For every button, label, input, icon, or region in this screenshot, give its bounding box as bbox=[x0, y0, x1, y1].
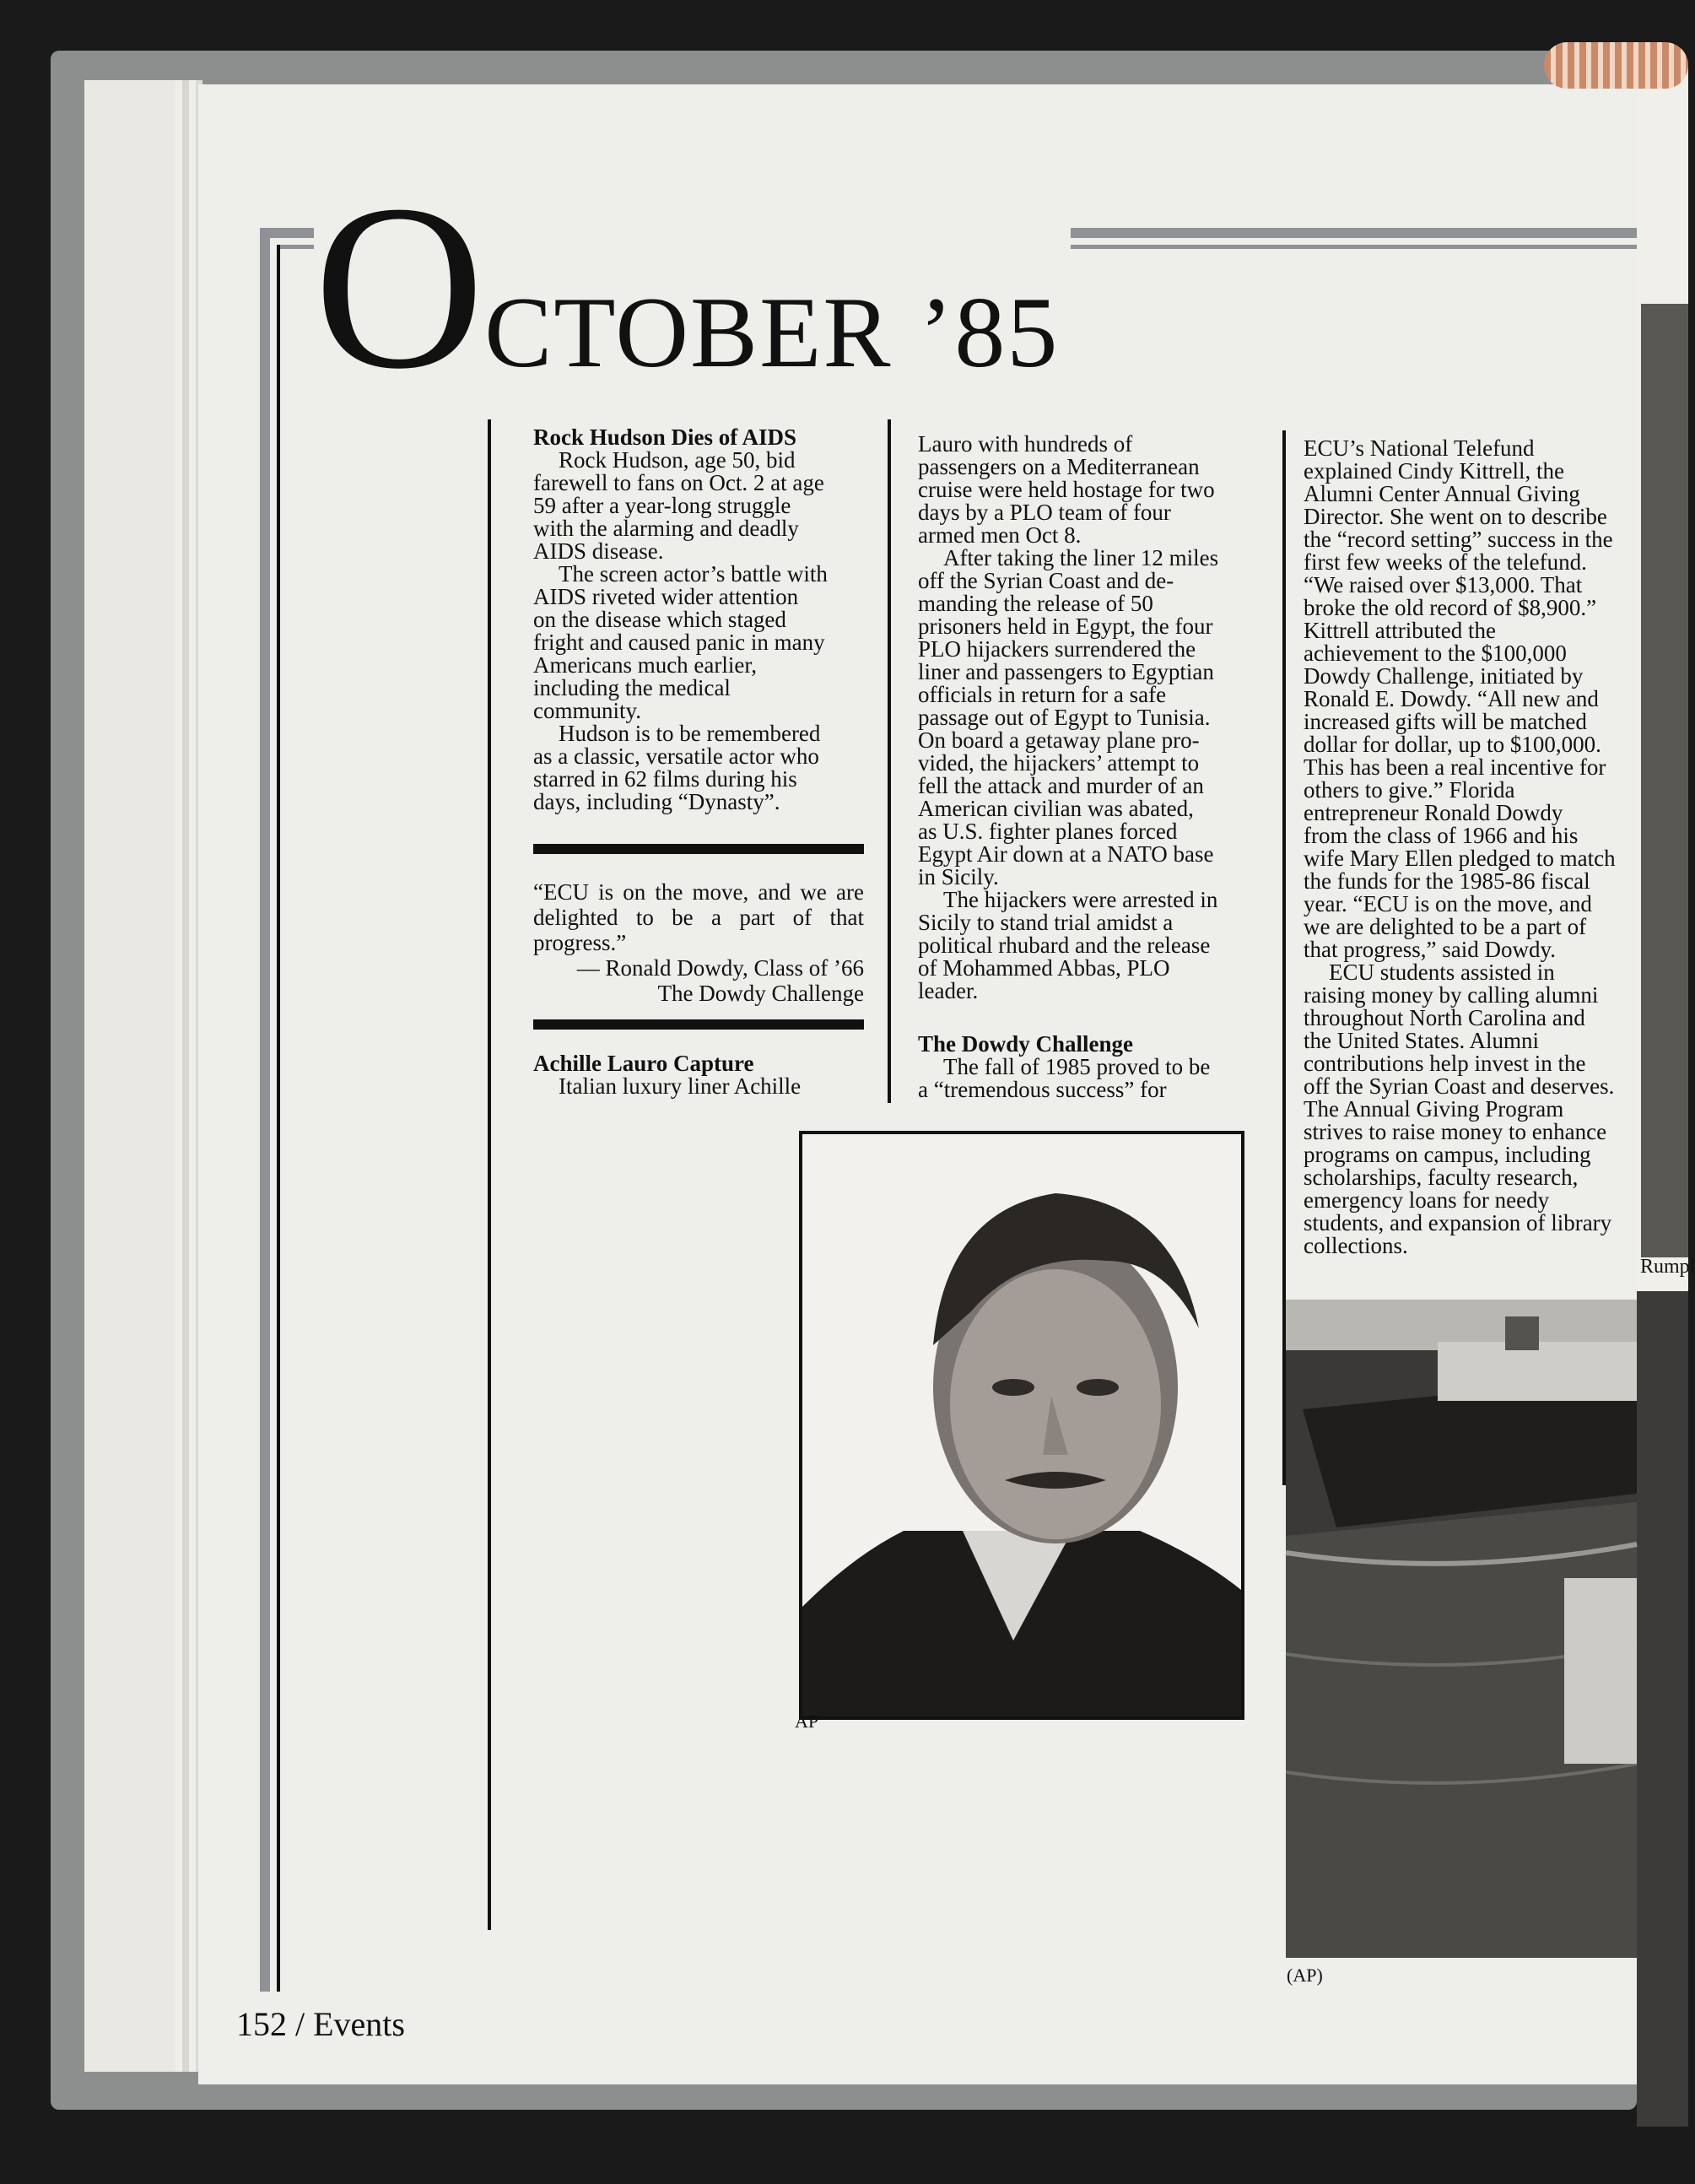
text-line: Lauro with hundreds of bbox=[918, 431, 1133, 457]
text-line: including the medical bbox=[533, 675, 731, 700]
text-line: from the class of 1966 and his bbox=[1304, 823, 1579, 848]
text-line: liner and passengers to Egyptian bbox=[918, 659, 1214, 684]
text-line: After taking the liner 12 miles bbox=[943, 545, 1219, 570]
text-line: This has been a real incentive for bbox=[1304, 754, 1606, 780]
text-line: students, and expansion of library bbox=[1304, 1210, 1612, 1235]
text-line: fell the attack and murder of an bbox=[918, 773, 1204, 798]
text-line: year. “ECU is on the move, and bbox=[1304, 891, 1592, 916]
text-line: Kittrell attributed the bbox=[1304, 618, 1496, 643]
page-title bbox=[314, 155, 1071, 418]
text-line: AIDS riveted wider attention bbox=[533, 584, 799, 609]
pull-quote-source: The Dowdy Challenge bbox=[657, 981, 864, 1006]
ship-photo-credit: (AP) bbox=[1287, 1965, 1323, 1986]
text-line: the “record setting” success in the bbox=[1304, 527, 1613, 552]
text-line: ECU’s National Telefund bbox=[1304, 435, 1535, 461]
pull-quote-attribution: — Ronald Dowdy, Class of ’66 bbox=[576, 955, 864, 981]
page-edges bbox=[84, 80, 202, 2072]
article-column-1 bbox=[533, 426, 864, 814]
title-initial: O bbox=[314, 155, 485, 418]
text-line: The hijackers were arrested in bbox=[943, 887, 1218, 912]
text-line: Dowdy Challenge, initiated by bbox=[1304, 663, 1584, 689]
text-line: of Mohammed Abbas, PLO bbox=[918, 955, 1170, 981]
column-rule-2 bbox=[888, 419, 891, 1103]
text-line: The Annual Giving Program bbox=[1304, 1096, 1564, 1122]
frame-left-rule bbox=[260, 228, 270, 1992]
text-line: Italian luxury liner Achille bbox=[559, 1073, 802, 1099]
text-line: Alumni Center Annual Giving bbox=[1304, 481, 1580, 506]
text-line: passengers on a Mediterranean bbox=[918, 454, 1200, 479]
text-line: farewell to fans on Oct. 2 at age bbox=[533, 470, 824, 495]
article-column-2 bbox=[918, 433, 1264, 1003]
text-line: manding the release of 50 bbox=[918, 591, 1153, 616]
text-line: days by a PLO team of four bbox=[918, 500, 1171, 525]
facing-page-photo bbox=[1641, 304, 1688, 1257]
text-line: as a classic, versatile actor who bbox=[533, 743, 819, 769]
bookmark-cord bbox=[1544, 42, 1688, 89]
title-rest: CTOBER ’85 bbox=[484, 276, 1060, 388]
text-line: programs on campus, including bbox=[1304, 1142, 1591, 1167]
text-line: political rhubard and the release bbox=[918, 933, 1211, 958]
pull-quote-rule-bottom bbox=[533, 1019, 864, 1030]
text-line: as U.S. fighter planes forced bbox=[918, 819, 1178, 844]
text-line: passage out of Egypt to Tunisia. bbox=[918, 705, 1211, 730]
text-line: broke the old record of $8,900.” bbox=[1304, 595, 1597, 620]
text-line: that progress,” said Dowdy. bbox=[1304, 937, 1556, 962]
text-line: dollar for dollar, up to $100,000. bbox=[1304, 732, 1601, 757]
text-line: entrepreneur Ronald Dowdy bbox=[1304, 800, 1563, 825]
text-line: 59 after a year-long struggle bbox=[533, 493, 791, 518]
text-line: off the Syrian Coast and de- bbox=[918, 568, 1174, 593]
text-line: wife Mary Ellen pledged to match bbox=[1304, 846, 1616, 871]
text-line: raising money by calling alumni bbox=[1304, 982, 1599, 1008]
text-line: Rock Hudson, age 50, bid bbox=[559, 447, 796, 473]
text-line: “We raised over $13,000. That bbox=[1304, 572, 1583, 597]
text-line: increased gifts will be matched bbox=[1304, 709, 1587, 734]
text-line: others to give.” Florida bbox=[1304, 777, 1515, 803]
text-line: the United States. Alumni bbox=[1304, 1028, 1539, 1053]
text-line: ECU students assisted in bbox=[1329, 960, 1555, 985]
achille-lauro-ship-photo bbox=[1286, 1300, 1637, 1958]
text-line: American civilian was abated, bbox=[918, 796, 1194, 821]
text-line: first few weeks of the telefund. bbox=[1304, 549, 1587, 575]
article-heading-rock-hudson: Rock Hudson Dies of AIDS bbox=[533, 424, 797, 450]
facing-page-caption: Rumpl bbox=[1640, 1256, 1695, 1278]
text-line: strives to raise money to enhance bbox=[1304, 1119, 1607, 1144]
text-line: Egypt Air down at a NATO base bbox=[918, 841, 1214, 867]
text-line: leader. bbox=[918, 978, 979, 1003]
text-line: community. bbox=[533, 698, 641, 723]
text-line: armed men Oct 8. bbox=[918, 522, 1082, 548]
text-line: explained Cindy Kittrell, the bbox=[1304, 458, 1564, 484]
article-column-3 bbox=[1304, 437, 1633, 1257]
article-column-2-lower bbox=[918, 1033, 1264, 1101]
text-line: throughout North Carolina and bbox=[1304, 1005, 1585, 1030]
text-line: off the Syrian Coast and deserves. bbox=[1304, 1073, 1615, 1099]
column-rule-1 bbox=[488, 419, 491, 1930]
pull-quote-text: “ECU is on the move, and we are delighted to be a part of that progress.” bbox=[533, 879, 864, 955]
text-line: Director. She went on to describe bbox=[1304, 504, 1607, 529]
text-line: on the disease which staged bbox=[533, 607, 786, 632]
text-line: vided, the hijackers’ attempt to bbox=[918, 750, 1200, 776]
text-line: we are delighted to be a part of bbox=[1304, 914, 1587, 939]
article-heading-achille-lauro: Achille Lauro Capture bbox=[533, 1051, 754, 1076]
text-line: days, including “Dynasty”. bbox=[533, 789, 780, 814]
text-line: in Sicily. bbox=[918, 864, 999, 889]
page-folio: 152 / Events bbox=[236, 2005, 405, 2043]
frame-left-inner-rule bbox=[277, 245, 280, 1992]
ship-image bbox=[1286, 1300, 1637, 1958]
text-line: emergency loans for needy bbox=[1304, 1187, 1550, 1213]
article-column-1-lower bbox=[533, 1052, 864, 1098]
text-line: achievement to the $100,000 bbox=[1304, 641, 1567, 666]
text-line: starred in 62 films during his bbox=[533, 766, 797, 792]
pull-quote-rule-top bbox=[533, 844, 864, 854]
article-heading-dowdy-challenge: The Dowdy Challenge bbox=[918, 1031, 1134, 1057]
text-line: Americans much earlier, bbox=[533, 652, 758, 678]
pull-quote bbox=[533, 879, 864, 1006]
portrait-image bbox=[802, 1134, 1241, 1716]
text-line: officials in return for a safe bbox=[918, 682, 1167, 707]
portrait-photo-credit: AP bbox=[795, 1711, 819, 1732]
text-line: prisoners held in Egypt, the four bbox=[918, 614, 1213, 639]
facing-page-photo-lower bbox=[1637, 1291, 1688, 2127]
text-line: The screen actor’s battle with bbox=[559, 561, 828, 587]
rock-hudson-portrait-photo bbox=[799, 1131, 1244, 1720]
text-line: PLO hijackers surrendered the bbox=[918, 636, 1196, 662]
text-line: with the alarming and deadly bbox=[533, 516, 799, 541]
text-line: the funds for the 1985-86 fiscal bbox=[1304, 868, 1590, 894]
text-line: cruise were held hostage for two bbox=[918, 477, 1215, 502]
text-line: Sicily to stand trial amidst a bbox=[918, 910, 1174, 935]
text-line: fright and caused panic in many bbox=[533, 630, 825, 655]
text-line: On board a getaway plane pro- bbox=[918, 727, 1200, 753]
text-line: AIDS disease. bbox=[533, 538, 664, 564]
text-line: Hudson is to be remembered bbox=[559, 721, 821, 746]
text-line: collections. bbox=[1304, 1233, 1408, 1258]
text-line: contributions help invest in the bbox=[1304, 1051, 1586, 1076]
text-line: a “tremendous success” for bbox=[918, 1077, 1167, 1102]
text-line: Ronald E. Dowdy. “All new and bbox=[1304, 686, 1599, 711]
text-line: scholarships, faculty research, bbox=[1304, 1165, 1579, 1190]
text-line: The fall of 1985 proved to be bbox=[943, 1054, 1211, 1079]
